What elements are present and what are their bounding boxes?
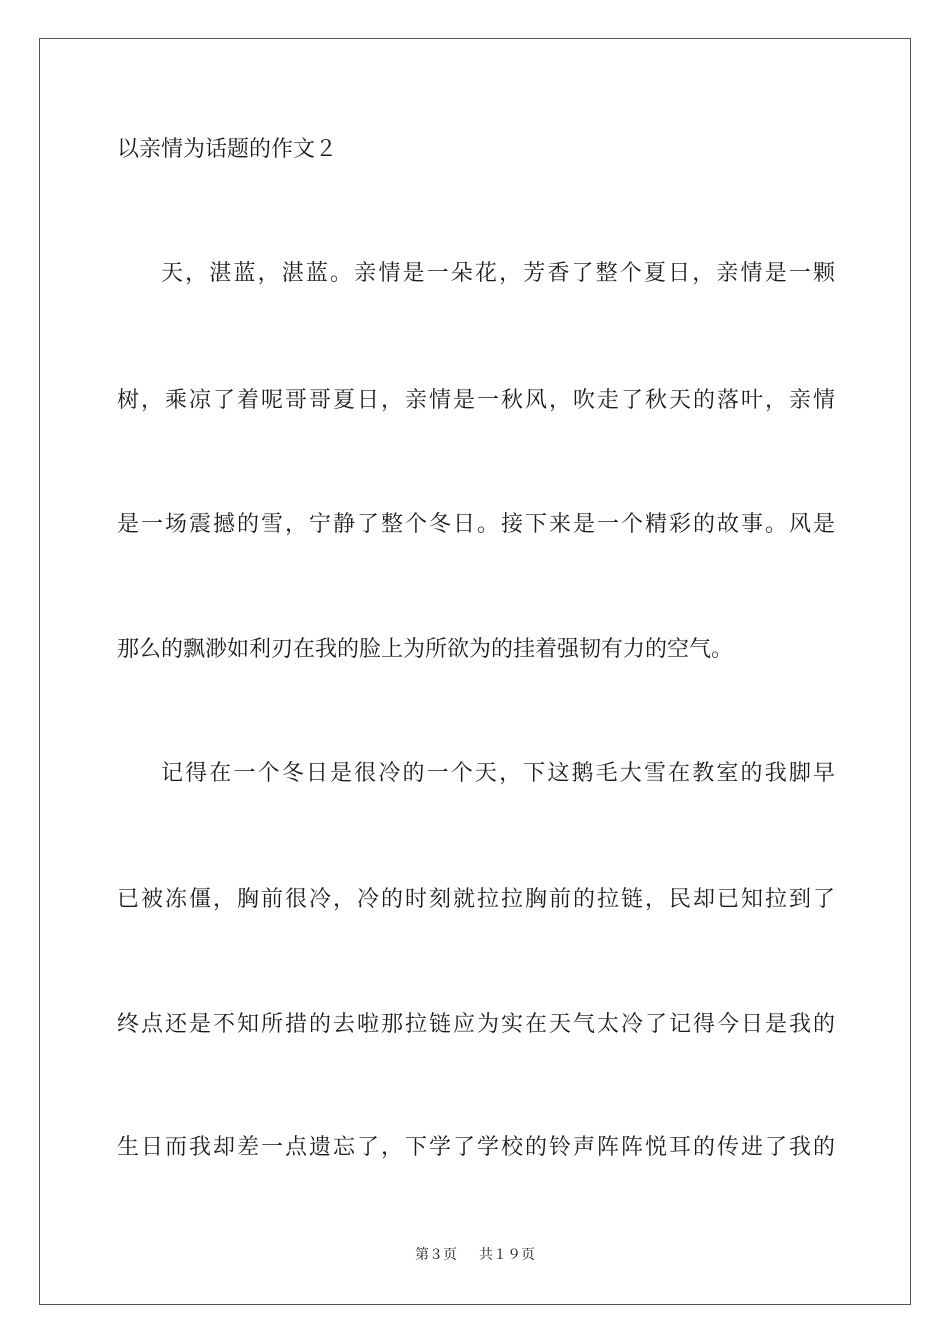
paragraph-1-line-1: 天，湛蓝，湛蓝。亲情是一朵花，芳香了整个夏日，亲情是一颗 bbox=[161, 261, 835, 286]
page-frame bbox=[39, 38, 911, 1305]
page-total: 共１９页 bbox=[479, 1247, 535, 1263]
paragraph-2-line-1: 记得在一个冬日是很冷的一个天，下这鹅毛大雪在教室的我脚早 bbox=[161, 761, 835, 786]
paragraph-1-line-2: 树，乘凉了着呢哥哥夏日，亲情是一秋风，吹走了秋天的落叶，亲情 bbox=[117, 388, 835, 413]
paragraph-1-line-4: 那么的飘渺如利刃在我的脸上为所欲为的挂着强韧有力的空气。 bbox=[117, 637, 734, 662]
paragraph-2-line-3: 终点还是不知所措的去啦那拉链应为实在天气太冷了记得今日是我的 bbox=[117, 1012, 835, 1037]
page-footer bbox=[0, 1243, 950, 1267]
paragraph-2-line-2: 已被冻僵，胸前很冷，冷的时刻就拉拉胸前的拉链，民却已知拉到了 bbox=[117, 887, 835, 912]
page-number: 第３页 bbox=[415, 1247, 457, 1263]
paragraph-1-line-3: 是一场震撼的雪，宁静了整个冬日。接下来是一个精彩的故事。风是 bbox=[117, 512, 835, 537]
document-title: 以亲情为话题的作文２ bbox=[117, 137, 338, 162]
paragraph-2-line-4: 生日而我却差一点遗忘了，下学了学校的铃声阵阵悦耳的传进了我的 bbox=[117, 1135, 835, 1160]
